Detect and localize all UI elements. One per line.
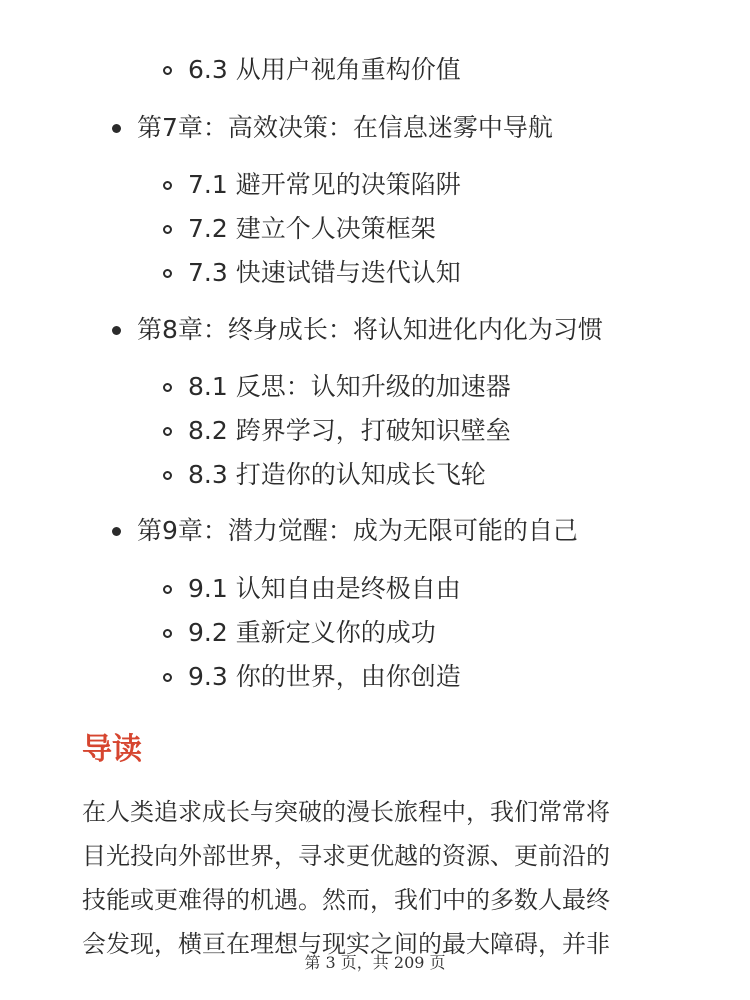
- toc-item-label: 8.1 反思：认知升级的加速器: [188, 372, 511, 401]
- toc-item[interactable]: [163, 370, 511, 404]
- toc-item-label: 9.2 重新定义你的成功: [188, 618, 436, 647]
- circle-bullet-icon: [163, 66, 172, 75]
- toc-chapter-label: 第8章：终身成长：将认知进化内化为习惯: [137, 315, 603, 344]
- body-paragraph: [82, 790, 672, 966]
- circle-bullet-icon: [163, 225, 172, 234]
- toc-chapter[interactable]: [112, 514, 578, 548]
- toc-item-label: 9.3 你的世界，由你创造: [188, 662, 461, 691]
- toc-item[interactable]: [163, 458, 486, 492]
- toc-chapter-label: 第9章：潜力觉醒：成为无限可能的自己: [137, 516, 578, 545]
- circle-bullet-icon: [163, 383, 172, 392]
- toc-item-label: 8.3 打造你的认知成长飞轮: [188, 460, 486, 489]
- circle-bullet-icon: [163, 673, 172, 682]
- toc-item[interactable]: [163, 616, 436, 650]
- toc-item-label: 6.3 从用户视角重构价值: [188, 55, 461, 84]
- toc-item-label: 7.3 快速试错与迭代认知: [188, 258, 461, 287]
- toc-item[interactable]: [163, 660, 461, 694]
- toc-chapter[interactable]: [112, 313, 603, 347]
- toc-item[interactable]: [163, 256, 461, 290]
- toc-item[interactable]: [163, 168, 461, 202]
- paragraph-line: 技能或更难得的机遇。然而，我们中的多数人最终: [82, 886, 610, 914]
- toc-chapter[interactable]: [112, 111, 553, 145]
- circle-bullet-icon: [163, 585, 172, 594]
- circle-bullet-icon: [163, 269, 172, 278]
- paragraph-line: 在人类追求成长与突破的漫长旅程中，我们常常将: [82, 798, 610, 826]
- toc-item[interactable]: [163, 414, 511, 448]
- toc-item[interactable]: [163, 53, 461, 87]
- toc-item-label: 9.1 认知自由是终极自由: [188, 574, 461, 603]
- toc-item-label: 7.1 避开常见的决策陷阱: [188, 170, 461, 199]
- circle-bullet-icon: [163, 427, 172, 436]
- toc-item[interactable]: [163, 212, 436, 246]
- section-heading: 导读: [82, 732, 142, 767]
- paragraph-line: 会发现，横亘在理想与现实之间的最大障碍，并非: [82, 930, 610, 958]
- disc-bullet-icon: [112, 326, 121, 335]
- toc-item-label: 8.2 跨界学习，打破知识壁垒: [188, 416, 511, 445]
- circle-bullet-icon: [163, 629, 172, 638]
- circle-bullet-icon: [163, 181, 172, 190]
- disc-bullet-icon: [112, 527, 121, 536]
- circle-bullet-icon: [163, 471, 172, 480]
- page-indicator: 第 3 页，共 209 页: [304, 953, 446, 972]
- paragraph-line: 目光投向外部世界，寻求更优越的资源、更前沿的: [82, 842, 610, 870]
- disc-bullet-icon: [112, 124, 121, 133]
- toc-item-label: 7.2 建立个人决策框架: [188, 214, 436, 243]
- toc-item[interactable]: [163, 572, 461, 606]
- toc-chapter-label: 第7章：高效决策：在信息迷雾中导航: [137, 113, 553, 142]
